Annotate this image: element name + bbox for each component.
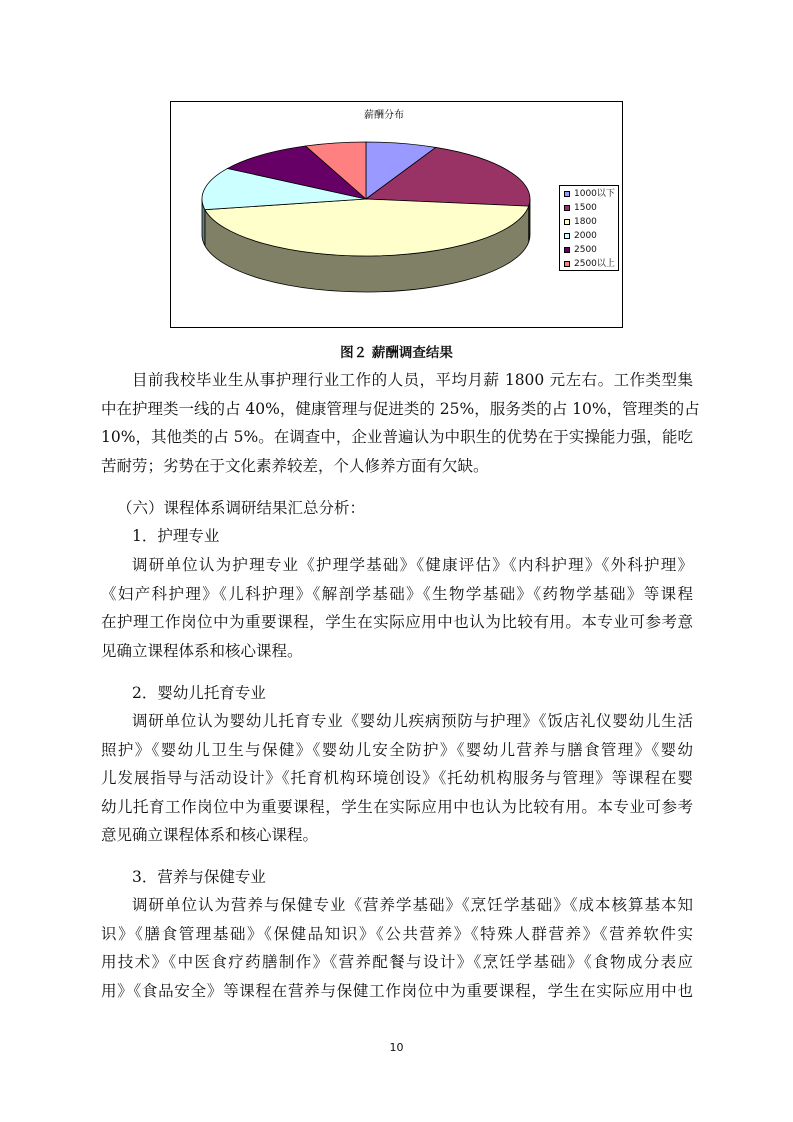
legend-item-1000-below — [564, 188, 615, 200]
text-line: 用》《食品安全》等课程在营养与保健工作岗位中为重要课程，学生在实际应用中也 — [101, 981, 693, 1000]
text-line: 调研单位认为营养与保健专业《营养学基础》《烹饪学基础》《成本核算基本知 — [132, 896, 693, 914]
text-line: 在护理工作岗位中为重要课程，学生在实际应用中也认为比较有用。本专业可参考意 — [101, 613, 693, 631]
text-line: 见确立课程体系和核心课程。 — [101, 641, 303, 660]
paragraph-nursing — [101, 551, 693, 665]
legend-label: 1500 — [574, 203, 597, 213]
text-line: 调研单位认为护理专业《护理学基础》《健康评估》《内科护理》《外科护理》 — [132, 556, 693, 574]
subheading-nursing: 1．护理专业 — [132, 527, 220, 545]
pie-slices — [202, 142, 530, 292]
legend-label: 1800 — [574, 217, 597, 227]
text-line: 目前我校毕业生从事护理行业工作的人员，平均月薪 1800 元左右。工作类型集 — [132, 371, 693, 389]
pie-chart-svg — [171, 102, 622, 327]
text-line: 幼儿托育工作岗位中为重要课程，学生在实际应用中也认为比较有用。本专业可参考 — [101, 797, 693, 816]
paragraph-nutrition — [101, 891, 693, 1005]
section-heading: （六）课程体系调研结果汇总分析： — [117, 499, 366, 517]
text-line: 10%，其他类的占 5%。在调查中，企业普遍认为中职生的优势在于实操能力强，能吃 — [101, 428, 693, 446]
subheading-nutrition: 3．营养与保健专业 — [132, 868, 266, 886]
legend-swatch — [564, 233, 570, 239]
text-line: 苦耐劳；劣势在于文化素养较差，个人修养方面有欠缺。 — [101, 456, 489, 475]
legend-swatch — [564, 247, 570, 253]
legend-label: 2500 — [574, 245, 597, 255]
text-line: 用技术》《中医食疗药膳制作》《营养配餐与设计》《烹饪学基础》《食物成分表应 — [101, 953, 693, 971]
legend-label: 1000以下 — [574, 189, 615, 199]
legend-swatch — [564, 261, 570, 267]
paragraph-salary — [101, 366, 700, 480]
legend-item-1500 — [564, 202, 597, 214]
text-line: 《妇产科护理》《儿科护理》《解剖学基础》《生物学基础》《药物学基础》等课程 — [101, 584, 693, 603]
legend-swatch — [564, 205, 570, 211]
text-line: 照护》《婴幼儿卫生与保健》《婴幼儿安全防护》《婴幼儿营养与膳食管理》《婴幼 — [101, 740, 693, 759]
paragraph-childcare — [101, 707, 693, 850]
text-line: 调研单位认为婴幼儿托育专业《婴幼儿疾病预防与护理》《饭店礼仪婴幼儿生活 — [132, 712, 693, 730]
legend-item-2500 — [564, 244, 597, 256]
subheading-childcare: 2．婴幼儿托育专业 — [132, 684, 266, 702]
text-line: 儿发展指导与活动设计》《托育机构环境创设》《托幼机构服务与管理》等课程在婴 — [101, 769, 693, 787]
legend-item-2000 — [564, 230, 597, 242]
text-line: 识》《膳食管理基础》《保健品知识》《公共营养》《特殊人群营养》《营养软件实 — [101, 924, 693, 943]
legend-label: 2000 — [574, 231, 597, 241]
text-line: 意见确立课程体系和核心课程。 — [101, 826, 319, 844]
pie-chart — [170, 101, 623, 328]
page-number: 10 — [389, 1041, 404, 1054]
text-line: 中在护理类一线的占 40%，健康管理与促进类的 25%，服务类的占 10%，管理类的占 — [101, 399, 700, 418]
chart-title: 薪酬分布 — [364, 110, 404, 121]
legend-item-1800 — [564, 216, 597, 228]
figure-caption: 图２ 薪酬调查结果 — [340, 345, 453, 361]
legend-swatch — [564, 191, 570, 197]
legend-swatch — [564, 219, 570, 225]
chart-legend — [559, 185, 619, 271]
legend-label: 2500以上 — [574, 259, 615, 269]
legend-item-2500-above — [564, 258, 615, 270]
